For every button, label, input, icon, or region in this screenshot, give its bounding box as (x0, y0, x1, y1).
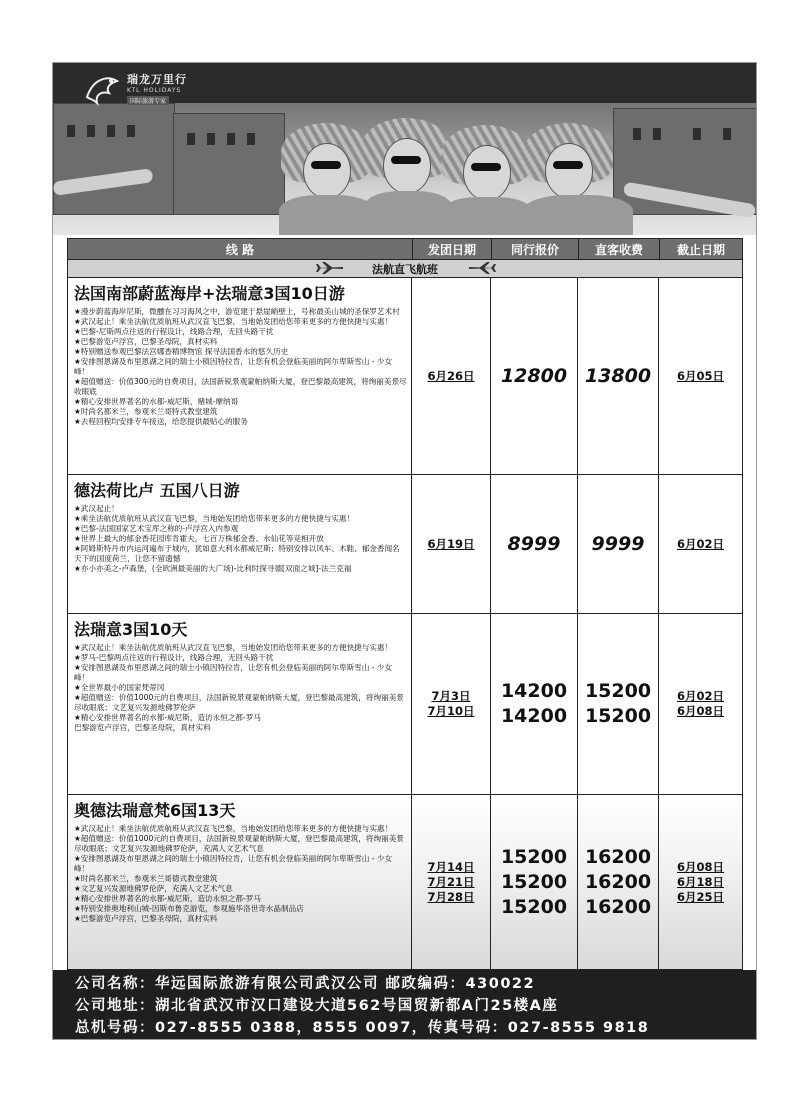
route-description (68, 278, 412, 474)
route-item: ★全世界最小的国家梵蒂冈 (74, 683, 165, 692)
retail-prices (578, 795, 659, 969)
section-header (68, 260, 742, 278)
trade-price: 12800 (500, 364, 568, 387)
photo-building (173, 113, 285, 215)
route-title: 德法荷比卢 五国八日游 (74, 481, 240, 500)
person-face (383, 138, 431, 194)
route-item: ★武汉起止！乘坐法航优质航班从武汉直飞巴黎，当地始发团给您带来更多的方便快捷与实惠！ (74, 643, 393, 652)
person-body (279, 195, 375, 235)
person-face (303, 143, 351, 199)
retail-price: 9999 (591, 532, 645, 555)
depart-date: 6月19日 (427, 536, 475, 551)
deadline-date: 6月05日 (676, 368, 724, 383)
route-item: ★精心安排世界著名的水都-威尼斯，造访永恒之都-罗马 (74, 894, 261, 903)
brand-name: 瑞龙万里行 (127, 73, 187, 86)
trade-prices (491, 614, 578, 794)
route-item: ★精心安排世界著名的水都-威尼斯，造访永恒之都-罗马 (74, 713, 261, 722)
retail-price: 16200 (584, 895, 652, 918)
route-item: ★安排图恩湖及布里恩湖之间的瑞士小镇因特拉肯，让您有机会登临美丽的阿尔卑斯雪山 - 少女峰！ (74, 357, 393, 376)
company-address-line: 公司地址：湖北省武汉市汉口建设大道562号国贸新都A门25楼A座 (75, 998, 559, 1014)
route-item: ★武汉起止！ (74, 504, 119, 513)
deadlines (659, 475, 742, 613)
deadline-date: 6月08日 (676, 704, 724, 718)
trade-prices (491, 475, 578, 613)
trade-price: 8999 (507, 532, 561, 555)
trade-prices (491, 795, 578, 969)
depart-dates (412, 475, 491, 613)
route-item: ★巴黎-法国国家艺术宝库之称的-卢浮宫入内参观 (74, 524, 239, 533)
route-item: ★超值赠送：价值1000元的自费项目，法国新锐景观蒙帕纳斯大厦，登巴黎最高建筑，将绚丽美景尽收眼底；文艺复兴发源地佛罗伦萨 (74, 693, 404, 712)
person-face (545, 143, 593, 199)
depart-date: 7月10日 (427, 704, 475, 718)
retail-price: 16200 (584, 845, 652, 868)
brand-logo (83, 69, 233, 107)
route-title: 法国南部蔚蓝海岸+法瑞意3国10日游 (74, 284, 345, 303)
route-item: ★巴黎游览卢浮宫，巴黎圣母院，真材实料 (74, 337, 218, 346)
depart-dates (412, 614, 491, 794)
photo-building (53, 103, 175, 215)
col-depart-header: 发团日期 (413, 239, 492, 259)
route-item: ★超值赠送：价值1000元的自费项目，法国新锐景观蒙帕纳斯大厦，登巴黎最高建筑，将绚丽美景尽收眼底；文艺复兴发源地佛罗伦萨，充满人文艺术气息 (74, 834, 404, 853)
route-item: ★时尚名都米兰，参观米兰哥德式教堂建筑 (74, 874, 218, 883)
table-row (68, 795, 742, 969)
table-header (68, 239, 742, 260)
route-item: ★安排图恩湖及布里恩湖之间的瑞士小镇因特拉肯，让您有机会登临美丽的阿尔卑斯雪山 - 少女峰！ (74, 663, 393, 682)
depart-date: 7月21日 (427, 874, 475, 889)
route-item: ★安排图恩湖及布里恩湖之间的瑞士小镇因特拉肯，让您有机会登临美丽的阿尔卑斯雪山 - 少女峰！ (74, 854, 393, 873)
company-footer (53, 970, 756, 1039)
depart-dates (412, 795, 491, 969)
company-name-line: 公司名称：华远国际旅游有限公司武汉公司 邮政编码：430022 (75, 976, 536, 992)
route-item: ★文艺复兴发源地佛罗伦萨，充满人文艺术气息 (74, 884, 233, 893)
retail-price: 15200 (584, 705, 652, 727)
retail-price: 13800 (584, 364, 652, 387)
route-item: ★时尚名都米兰，参观米兰哥特式教堂建筑 (74, 407, 218, 416)
brand-english: KTL HOLIDAYS (127, 87, 182, 94)
depart-date: 6月26日 (427, 368, 475, 383)
brand-tag: 国际旅游专家 (127, 96, 169, 105)
route-title: 奥德法瑞意梵6国13天 (74, 801, 236, 820)
depart-date: 7月28日 (427, 889, 475, 904)
route-item: ★巴黎游览卢浮宫，巴黎圣母院，真材实料 (74, 914, 218, 923)
table-row (68, 475, 742, 614)
trade-price: 14200 (500, 705, 568, 727)
depart-date: 7月3日 (431, 689, 471, 703)
col-trade-price-header: 同行报价 (492, 239, 579, 259)
route-item: 巴黎游览卢浮宫，巴黎圣母院，真材实料 (74, 723, 211, 732)
trade-prices (491, 278, 578, 474)
section-title: 法航直飞航班 (372, 262, 438, 276)
company-phone-line: 总机号码：027-8555 0388，8555 0097，传真号码：027-8555 9818 (75, 1020, 650, 1036)
route-item: ★特别赠送参观巴黎法宫娜香精博物馆 探寻法国香水的悠久历史 (74, 347, 289, 356)
col-route-header: 线 路 (68, 239, 413, 259)
route-item: ★亦小亦美之-卢森堡，(全欧洲最美丽的大广场)-比利时探寻德[双面之城]-法兰克福 (74, 564, 352, 573)
deadline-date: 6月02日 (676, 536, 724, 551)
retail-prices (578, 278, 659, 474)
route-item: ★漫步蔚蓝海岸尼斯，微醺在习习海风之中，游览建于悬崖峭壁上，号称最美山城的圣保罗艺术村 (74, 307, 400, 316)
dragon-logo-icon (83, 69, 121, 107)
route-item: ★武汉起止！乘坐法航优质航班从武汉直飞巴黎，当地始发团给您带来更多的方便快捷与实惠！ (74, 824, 393, 833)
brochure-page (52, 62, 757, 1040)
deadlines (659, 795, 742, 969)
trade-price: 14200 (500, 680, 568, 702)
deadlines (659, 278, 742, 474)
route-item: ★阿姆斯特丹市内运河遍布于城内，犹如意大利水都威尼斯；特别安排以风车、木鞋、郁金香闻名天下的国度荷兰，让您不留遗憾 (74, 544, 400, 563)
deadline-date: 6月18日 (676, 874, 724, 889)
depart-dates (412, 278, 491, 474)
route-item: ★罗马-巴黎两点往返的行程设计，线路合理，无回头路干扰 (74, 653, 274, 662)
col-deadline-header: 截止日期 (676, 242, 725, 257)
retail-price: 16200 (584, 870, 652, 893)
table-row (68, 614, 742, 795)
person-face (463, 145, 511, 201)
airplane-icon (316, 262, 344, 274)
col-retail-price-header: 直客收费 (579, 239, 660, 259)
route-item: ★超值赠送：价值300元的自费项目，法国新锐景观蒙帕纳斯大厦，登巴黎最高建筑，将绚丽美景尽收眼底 (74, 377, 407, 396)
trade-price: 15200 (500, 845, 568, 868)
deadline-date: 6月02日 (676, 689, 724, 703)
retail-prices (578, 475, 659, 613)
route-item: ★巴黎-尼斯两点往返的行程设计，线路合理，无回头路干扰 (74, 327, 274, 336)
route-item: ★精心安排世界著名的水都-威尼斯，赌城-摩纳哥 (74, 397, 239, 406)
retail-price: 15200 (584, 680, 652, 702)
airplane-icon (468, 262, 496, 274)
route-item: ★乘坐法航优质航班从武汉直飞巴黎，当地始发团给您带来更多的方便快捷与实惠！ (74, 514, 355, 523)
person-body (441, 197, 533, 235)
depart-date: 7月14日 (427, 859, 475, 874)
route-description (68, 795, 412, 969)
hero-photo (53, 63, 756, 235)
trade-price: 15200 (500, 870, 568, 893)
trade-price: 15200 (500, 895, 568, 918)
route-title: 法瑞意3国10天 (74, 620, 188, 639)
route-description (68, 475, 412, 613)
route-description (68, 614, 412, 794)
route-item: ★去程回程均安排专车接送，给您提供最贴心的服务 (74, 417, 248, 426)
person-body (363, 191, 453, 235)
deadline-date: 6月25日 (676, 889, 724, 904)
route-table (67, 238, 743, 970)
retail-prices (578, 614, 659, 794)
deadline-date: 6月08日 (676, 859, 724, 874)
table-row (68, 278, 742, 475)
deadlines (659, 614, 742, 794)
route-item: ★世界上最大的郁金香花园库肯霍夫，七百万株郁金香、水仙花等竞相开放 (74, 534, 324, 543)
person-body (523, 195, 633, 235)
route-item: ★特别安排奥地利山城-因斯布鲁克游览，参观施华洛世奇水晶制品店 (74, 904, 304, 913)
route-item: ★武汉起止！乘坐法航优质航班从武汉直飞巴黎，当地始发团给您带来更多的方便快捷与实惠！ (74, 317, 393, 326)
